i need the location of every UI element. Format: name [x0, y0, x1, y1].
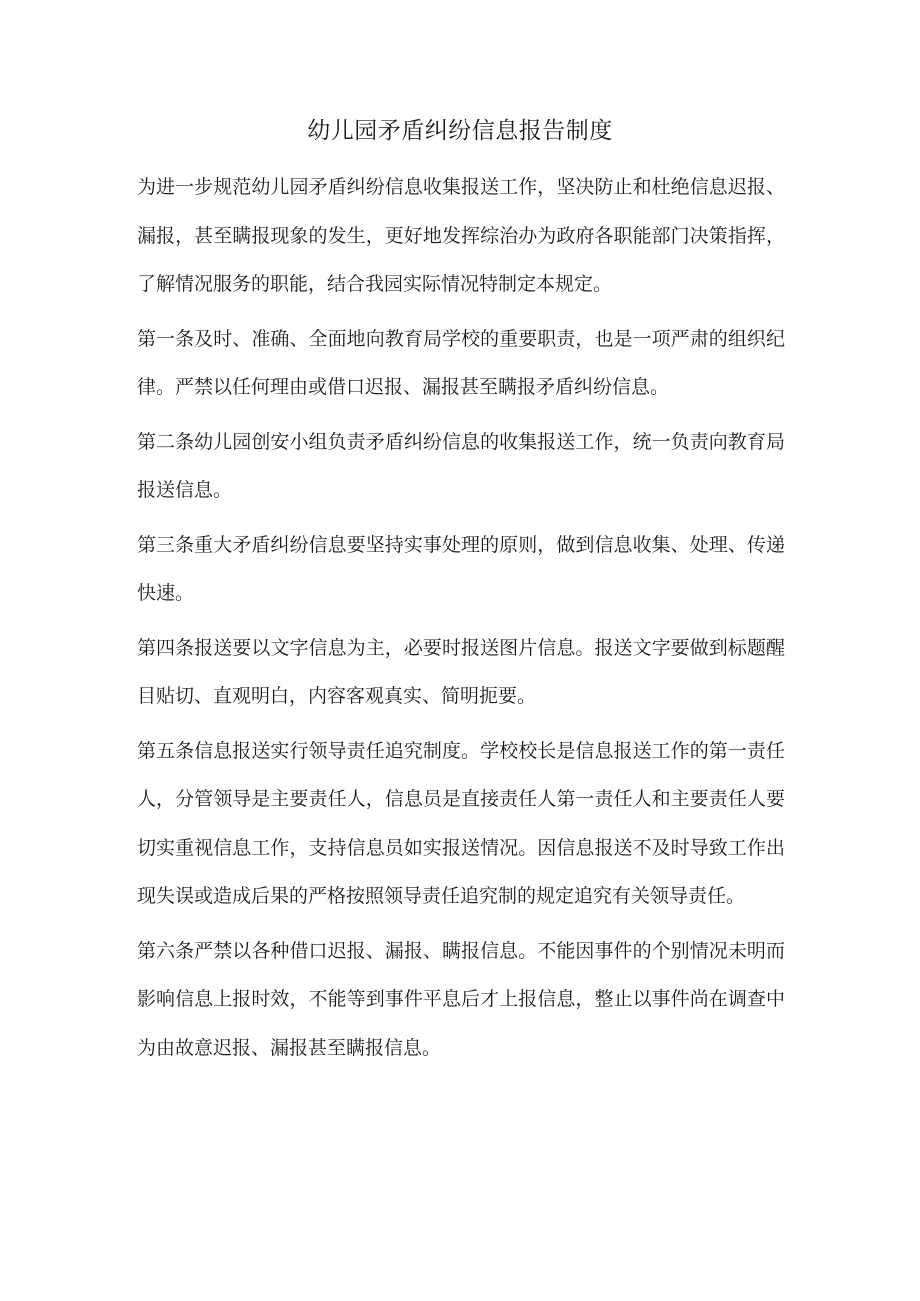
- paragraph-article-4: 第四条报送要以文字信息为主，必要时报送图片信息。报送文字要做到标题醒目贴切、直观明白，内容客观真实、简明扼要。: [137, 636, 785, 707]
- paragraph-article-3: 第三条重大矛盾纠纷信息要坚持实事处理的原则，做到信息收集、处理、传递快速。: [137, 533, 785, 604]
- document-title: 幼儿园矛盾纠纷信息报告制度: [307, 118, 613, 144]
- paragraph-article-6: 第六条严禁以各种借口迟报、漏报、瞒报信息。不能因事件的个别情况未明而影响信息上报时效，不能等到事件平息后才上报信息，整止以事件尚在调查中为由故意迟报、漏报甚至瞒报信息。: [137, 939, 785, 1059]
- document-body: [137, 163, 785, 1078]
- paragraph-intro: 为进一步规范幼儿园矛盾纠纷信息收集报送工作，坚决防止和杜绝信息迟报、漏报，甚至瞒报现象的发生，更好地发挥综治办为政府各职能部门决策指挥，了解情况服务的职能，结合我园实际情况特制定本规定。: [137, 176, 785, 295]
- paragraph-article-1: 第一条及时、准确、全面地向教育局学校的重要职责，也是一项严肃的组织纪律。严禁以任何理由或借口迟报、漏报甚至瞒报矛盾纠纷信息。: [137, 327, 785, 398]
- paragraph-article-2: 第二条幼儿园创安小组负责矛盾纠纷信息的收集报送工作，统一负责向教育局报送信息。: [137, 430, 785, 501]
- paragraph-article-5: 第五条信息报送实行领导责任追究制度。学校校长是信息报送工作的第一责任人，分管领导是主要责任人，信息员是直接责任人第一责任人和主要责任人要切实重视信息工作，支持信息员如实报送情况。因信息报送不及时导致工作出现失误或造成后果的严格按照领导责任追究制的规定追究有关领导责任。: [137, 739, 785, 907]
